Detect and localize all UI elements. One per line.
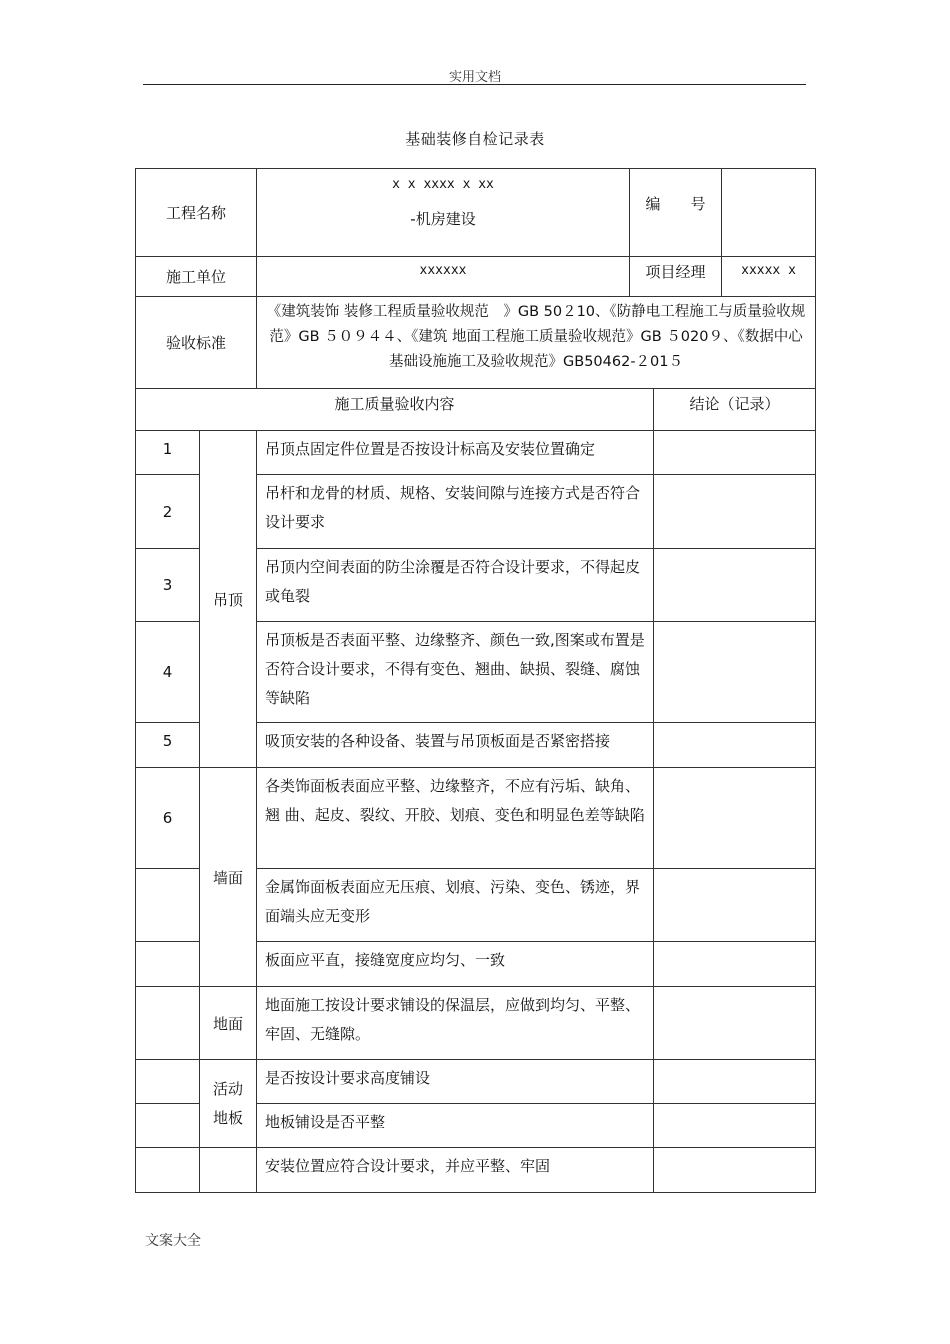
standard-text: 《建筑装饰 装修工程质量验收规范 》GB 50２10、《防静电工程施工与质量验收规范》GB ５０９４４、《建筑 地面工程施工质量验收规范》GB ５020９、《数据中心基础设施施工及验收规范》GB50462-２01５ bbox=[257, 297, 816, 389]
number-value bbox=[722, 169, 816, 257]
item-conclusion bbox=[654, 549, 816, 622]
item-text: 金属饰面板表面应无压痕、划痕、污染、变色、锈迹，界面端头应无变形 bbox=[257, 869, 654, 942]
item-conclusion bbox=[654, 475, 816, 549]
contractor-value: xxxxxx bbox=[257, 257, 630, 297]
item-number: 3 bbox=[136, 549, 200, 622]
project-name-label: 工程名称 bbox=[136, 169, 257, 257]
project-name-line2: -机房建设 bbox=[410, 210, 476, 228]
item-conclusion bbox=[654, 1104, 816, 1148]
number-label: 编 号 bbox=[630, 169, 722, 257]
item-number bbox=[136, 1148, 200, 1193]
item-number: 4 bbox=[136, 622, 200, 723]
project-name-row bbox=[136, 169, 816, 257]
item-number bbox=[136, 942, 200, 987]
item-number bbox=[136, 1060, 200, 1104]
table-row bbox=[136, 1060, 816, 1104]
item-number: 6 bbox=[136, 768, 200, 869]
page-footer-text: 文案大全 bbox=[145, 1233, 201, 1249]
item-number bbox=[136, 1104, 200, 1148]
manager-value: xxxxx x bbox=[722, 257, 816, 297]
item-number bbox=[136, 869, 200, 942]
item-text: 地板铺设是否平整 bbox=[257, 1104, 654, 1148]
item-conclusion bbox=[654, 869, 816, 942]
section-ceiling-label: 吊顶 bbox=[200, 431, 257, 768]
item-conclusion bbox=[654, 431, 816, 475]
item-text: 吊顶板是否表面平整、边缘整齐、颜色一致,图案或布置是否符合设计要求，不得有变色、翘曲、缺损、裂缝、腐蚀等缺陷 bbox=[257, 622, 654, 723]
item-text: 各类饰面板表面应平整、边缘整齐，不应有污垢、缺角、翘 曲、起皮、裂纹、开胶、划痕、变色和明显色差等缺陷 bbox=[257, 768, 654, 869]
item-number: 5 bbox=[136, 723, 200, 768]
item-text: 安装位置应符合设计要求，并应平整、牢固 bbox=[257, 1148, 654, 1193]
item-text: 是否按设计要求高度铺设 bbox=[257, 1060, 654, 1104]
table-row bbox=[136, 431, 816, 475]
item-conclusion bbox=[654, 723, 816, 768]
header-rule bbox=[143, 84, 806, 85]
item-number: 2 bbox=[136, 475, 200, 549]
table-row bbox=[136, 987, 816, 1060]
manager-label: 项目经理 bbox=[630, 257, 722, 297]
item-number: 1 bbox=[136, 431, 200, 475]
item-conclusion bbox=[654, 1148, 816, 1193]
standard-label: 验收标准 bbox=[136, 297, 257, 389]
contractor-row bbox=[136, 257, 816, 297]
item-text: 板面应平直，接缝宽度应均匀、一致 bbox=[257, 942, 654, 987]
section-floor-label: 地面 bbox=[200, 987, 257, 1060]
item-text: 吊顶点固定件位置是否按设计标高及安装位置确定 bbox=[257, 431, 654, 475]
item-number bbox=[136, 987, 200, 1060]
section-empty-label bbox=[200, 1148, 257, 1193]
item-conclusion bbox=[654, 768, 816, 869]
project-name-line1: x x xxxx x xx bbox=[392, 177, 494, 192]
item-conclusion bbox=[654, 942, 816, 987]
content-header-row bbox=[136, 389, 816, 431]
table-row bbox=[136, 768, 816, 869]
item-text: 吸顶安装的各种设备、装置与吊顶板面是否紧密搭接 bbox=[257, 723, 654, 768]
content-header-label: 施工质量验收内容 bbox=[136, 389, 654, 431]
item-conclusion bbox=[654, 1060, 816, 1104]
section-raised-floor-label: 活动地板 bbox=[200, 1060, 257, 1148]
item-text: 吊杆和龙骨的材质、规格、安装间隙与连接方式是否符合设计要求 bbox=[257, 475, 654, 549]
page-header-text: 实用文档 bbox=[448, 70, 501, 85]
project-name-cell bbox=[257, 169, 630, 257]
item-conclusion bbox=[654, 987, 816, 1060]
item-text: 地面施工按设计要求铺设的保温层，应做到均匀、平整、牢固、无缝隙。 bbox=[257, 987, 654, 1060]
table-row bbox=[136, 1148, 816, 1193]
item-conclusion bbox=[654, 622, 816, 723]
conclusion-header-label: 结论（记录） bbox=[654, 389, 816, 431]
section-wall-label: 墙面 bbox=[200, 768, 257, 987]
item-text: 吊顶内空间表面的防尘涂覆是否符合设计要求，不得起皮或龟裂 bbox=[257, 549, 654, 622]
inspection-table bbox=[135, 168, 816, 1193]
contractor-label: 施工单位 bbox=[136, 257, 257, 297]
document-title: 基础装修自检记录表 bbox=[405, 130, 545, 148]
standard-row bbox=[136, 297, 816, 389]
